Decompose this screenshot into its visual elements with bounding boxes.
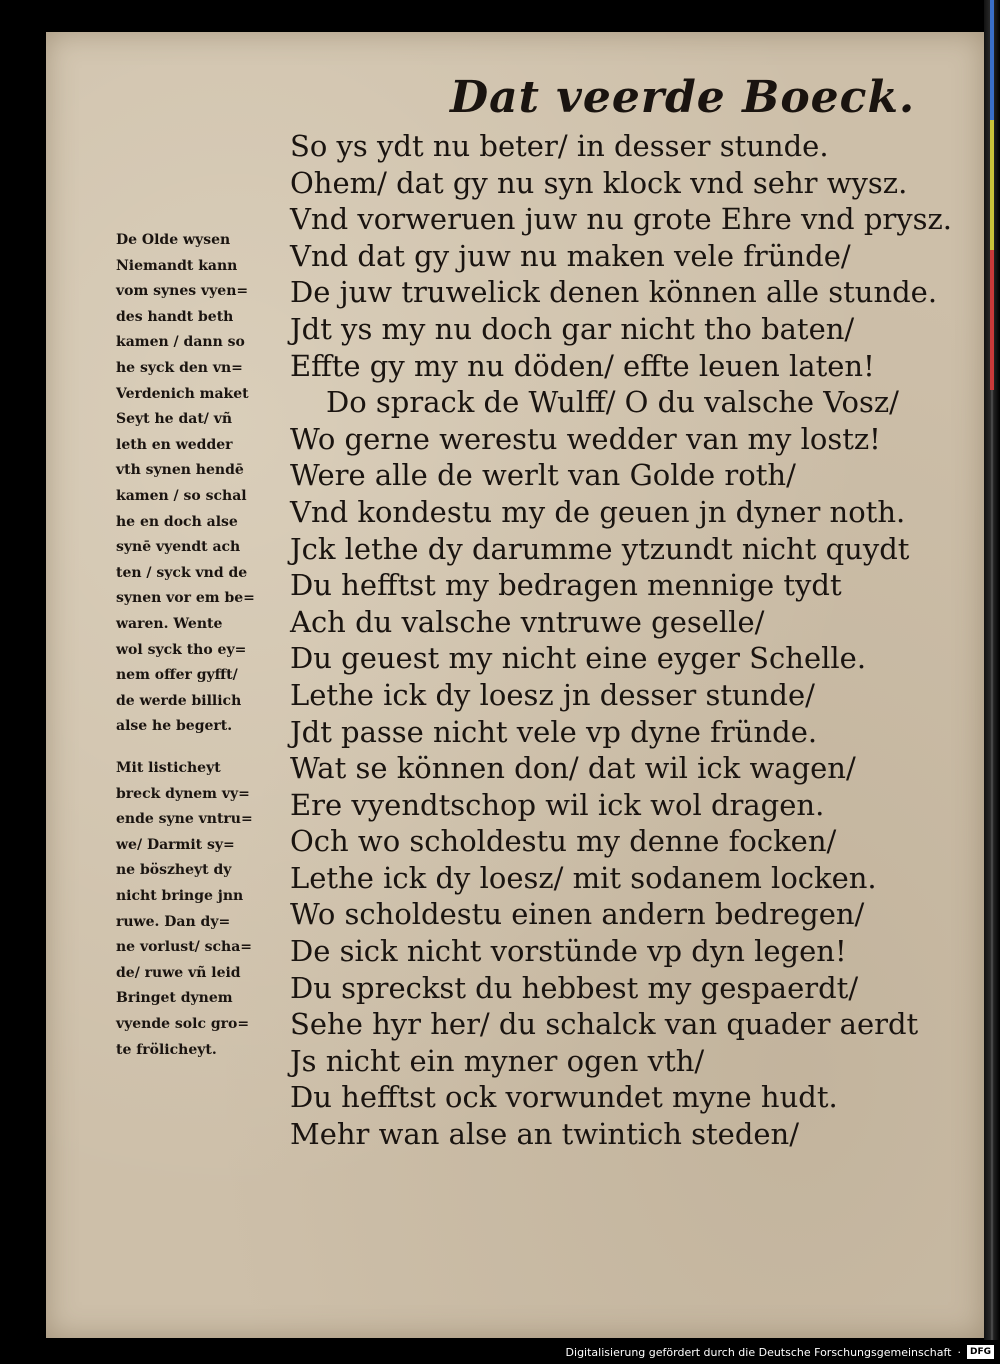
- verse-line: Mehr wan alse an twintich steden/: [290, 1117, 800, 1152]
- margin-note-line: synen vor em be=: [116, 590, 255, 607]
- margin-note-1: [116, 228, 284, 740]
- verse-line: So ys ydt nu beter/ in desser stunde.: [290, 129, 829, 163]
- margin-note-line: waren. Wente: [116, 615, 223, 632]
- footer-credit: Digitalisierung gefördert durch die Deutsche Forschungsgemeinschaft: [565, 1345, 952, 1359]
- margin-note-line: synē vyendt ach: [116, 539, 241, 556]
- margin-note-line: ne vorlust/ scha=: [116, 939, 253, 956]
- margin-note-line: kamen / dann so: [116, 334, 245, 351]
- margin-note-line: Mit listicheyt: [116, 760, 221, 776]
- verse-line: Jdt ys my nu doch gar nicht tho baten/: [290, 311, 855, 346]
- verse-line: Wat se können don/ dat wil ick wagen/: [290, 751, 856, 786]
- margin-note-line: ne böszheyt dy: [116, 862, 232, 879]
- margin-note-line: we/ Darmit sy=: [116, 836, 235, 853]
- verse-line: Du hefftst my bedragen mennige tydt: [290, 568, 842, 603]
- margin-note-line: vth synen hendē: [116, 462, 244, 479]
- margin-note-line: de/ ruwe vñ leid: [116, 964, 241, 981]
- verse-line: De sick nicht vorstünde vp dyn legen!: [290, 934, 847, 969]
- footer-separator: ·: [957, 1345, 961, 1359]
- margin-note-line: De Olde wysen: [116, 232, 231, 248]
- verse-line: Du spreckst du hebbest my gespaerdt/: [290, 970, 859, 1005]
- verse-line: Vnd kondestu my de geuen jn dyner noth.: [290, 494, 906, 529]
- margin-note-line: ten / syck vnd de: [116, 564, 248, 581]
- verse-line: Do sprack de Wulff/ O du valsche Vosz/: [326, 385, 899, 420]
- margin-note-line: kamen / so schal: [116, 487, 247, 504]
- margin-note-line: vyende solc gro=: [116, 1015, 250, 1032]
- footer-bar: [566, 1345, 994, 1359]
- margin-note-line: leth en wedder: [116, 436, 233, 453]
- verse-line: Js nicht ein myner ogen vth/: [290, 1043, 705, 1078]
- running-header: Dat veerde Boeck.: [450, 72, 916, 123]
- margin-note-line: te frölicheyt.: [116, 1041, 217, 1058]
- verse-line: Ere vyendtschop wil ick wol dragen.: [290, 787, 825, 822]
- margin-note-line: he syck den vn=: [116, 359, 243, 376]
- margin-note-line: alse he begert.: [116, 718, 233, 735]
- margin-note-line: Bringet dynem: [116, 990, 233, 1007]
- margin-note-line: Seyt he dat/ vñ: [116, 411, 233, 428]
- dfg-logo: DFG: [967, 1345, 994, 1359]
- verse-line: Effte gy my nu döden/ effte leuen laten!: [290, 348, 875, 383]
- verse-line: Ach du valsche vntruwe geselle/: [290, 604, 765, 639]
- verse-line: Vnd dat gy juw nu maken vele fründe/: [290, 238, 851, 273]
- margin-note-line: Niemandt kann: [116, 257, 238, 274]
- verse-text-block: [290, 128, 970, 1153]
- margin-note-line: vom synes vyen=: [116, 283, 249, 300]
- verse-line: Ohem/ dat gy nu syn klock vnd sehr wysz.: [290, 165, 908, 200]
- verse-line: Wo gerne werestu wedder van my lostz!: [290, 421, 881, 456]
- margin-note-line: des handt beth: [116, 308, 234, 325]
- margin-note-line: Verdenich maket: [116, 385, 249, 402]
- margin-note-line: de werde billich: [116, 692, 242, 709]
- margin-note-line: wol syck tho ey=: [116, 641, 247, 658]
- verse-line: Vnd vorweruen juw nu grote Ehre vnd prysz.: [290, 202, 953, 237]
- margin-note-line: nicht bringe jnn: [116, 887, 244, 904]
- verse-line: Lethe ick dy loesz/ mit sodanem locken.: [290, 860, 877, 895]
- page-edge: [984, 0, 1000, 1340]
- margin-note-line: breck dynem vy=: [116, 785, 250, 802]
- verse-line: Du geuest my nicht eine eyger Schelle.: [290, 641, 867, 676]
- margin-note-line: nem offer gyfft/: [116, 667, 238, 684]
- verse-line: De juw truwelick denen können alle stunde.: [290, 275, 938, 310]
- verse-line: Were alle de werlt van Golde roth/: [290, 458, 796, 493]
- margin-note-line: ruwe. Dan dy=: [116, 913, 231, 930]
- verse-line: Lethe ick dy loesz jn desser stunde/: [290, 677, 815, 712]
- verse-line: Jdt passe nicht vele vp dyne fründe.: [290, 714, 818, 749]
- margin-note-line: he en doch alse: [116, 513, 238, 530]
- margin-note-line: ende syne vntru=: [116, 811, 253, 828]
- verse-line: Jck lethe dy darumme ytzundt nicht quydt: [290, 531, 910, 566]
- verse-line: Wo scholdestu einen andern bedregen/: [290, 897, 865, 932]
- verse-line: Och wo scholdestu my denne focken/: [290, 824, 837, 859]
- margin-note-2: [116, 756, 284, 1063]
- verse-line: Du hefftst ock vorwundet myne hudt.: [290, 1080, 838, 1115]
- verse-line: Sehe hyr her/ du schalck van quader aerdt: [290, 1007, 919, 1042]
